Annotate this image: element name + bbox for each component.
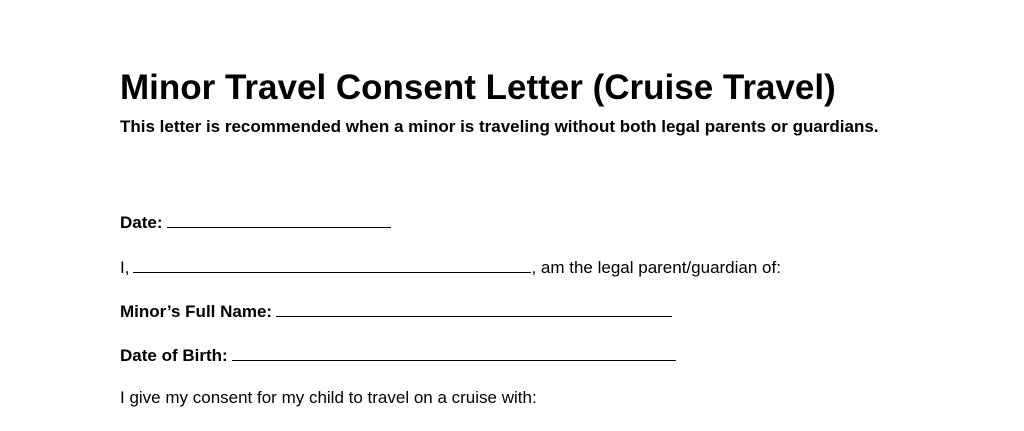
document-subtitle: This letter is recommended when a minor is traveling without both legal parents or guardians. xyxy=(120,117,879,136)
date-blank-line[interactable] xyxy=(167,211,391,228)
minor-name-row xyxy=(120,300,672,323)
parent-name-row xyxy=(120,256,781,279)
parent-prefix-text: I, xyxy=(120,258,130,277)
consent-statement: I give my consent for my child to travel on a cruise with: xyxy=(120,388,537,407)
date-of-birth-blank-line[interactable] xyxy=(232,344,676,361)
minor-name-label: Minor’s Full Name: xyxy=(120,302,273,321)
date-label: Date: xyxy=(120,213,163,232)
date-field-row xyxy=(120,211,391,234)
parent-suffix-text: , am the legal parent/guardian of: xyxy=(531,258,781,277)
date-of-birth-label: Date of Birth: xyxy=(120,346,228,365)
document-title: Minor Travel Consent Letter (Cruise Travel) xyxy=(120,68,836,107)
date-of-birth-row xyxy=(120,344,676,367)
minor-name-blank-line[interactable] xyxy=(276,300,672,317)
parent-name-blank-line[interactable] xyxy=(133,256,531,273)
